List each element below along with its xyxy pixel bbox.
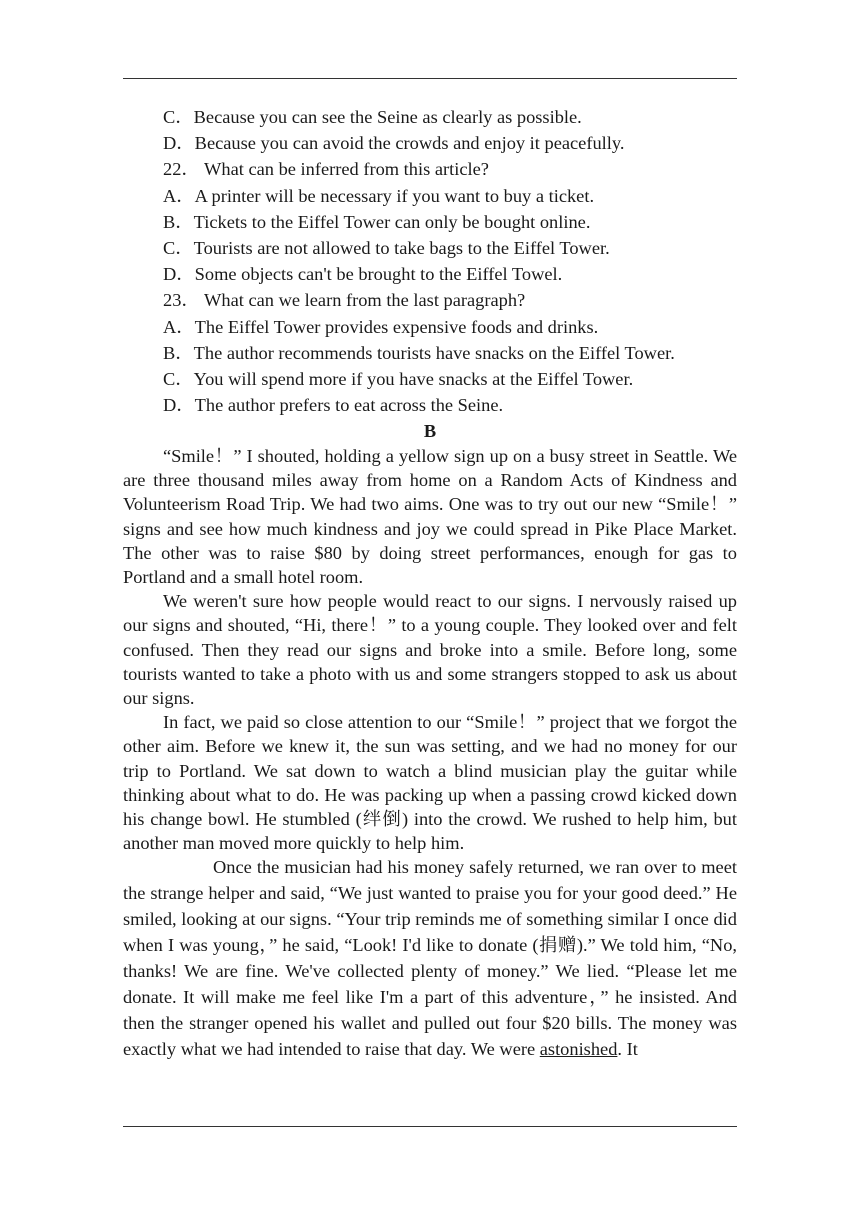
passage-paragraph-3: In fact, we paid so close attention to our “Smile！” project that we forgot the other aim. Before we knew it, the sun was setting, and we had no money for our trip to Portland. We sat down to watch a blind musician play the guitar while thinking about what to do. He was packing up when a passing crowd kicked down his change bowl. He stumbled (绊倒) into the crowd. We rushed to help him, but another man moved more quickly to help him. (123, 712, 737, 854)
passage-paragraph-2: We weren't sure how people would react to our signs. I nervously raised up our signs and shouted, “Hi, there！” to a young couple. They looked over and felt confused. Then they read our signs and broke into a smile. Before long, some tourists wanted to take a photo with us and some strangers stopped to ask us about our signs. (123, 591, 737, 709)
paragraph-4-trailing: . It (617, 1038, 638, 1059)
passage (123, 444, 737, 1063)
q22-option-d: D．Some objects can't be brought to the Eiffel Towel. (163, 264, 563, 285)
paragraph-4-text: Once the musician had his money safely returned, we ran over to meet the strange helper and said, “We just wanted to praise you for your good deed.” He smiled, looking at our signs. “Your trip reminds me of something similar I once did when I was young，” he said, “Look! I'd like to donate (捐赠).” We told him, “No, thanks! We are fine. We've collected plenty of money.” We lied. “Please let me donate. It will make me feel like I'm a part of this adventure，” he insisted. And then the stranger opened his wallet and pulled out four $20 bills. The money was exactly what we had intended to raise that day. We were (123, 857, 737, 1059)
q21-option-c: C．Because you can see the Seine as clearly as possible. (163, 107, 582, 127)
q22-option-a: A．A printer will be necessary if you want to buy a ticket. (163, 185, 595, 206)
underlined-word: astonished (539, 1038, 618, 1059)
section-heading: B (423, 421, 437, 441)
q23-option-b: B．The author recommends tourists have snacks on the Eiffel Tower. (163, 342, 675, 363)
q22-option-c: C．Tourists are not allowed to take bags to the Eiffel Tower. (163, 237, 610, 258)
footer-rule (123, 1126, 737, 1127)
q22-stem: 22． What can be inferred from this article? (163, 159, 489, 180)
q23-stem: 23． What can we learn from the last paragraph? (163, 290, 526, 311)
q22-option-b: B．Tickets to the Eiffel Tower can only be bought online. (163, 211, 591, 232)
q21-option-d: D．Because you can avoid the crowds and enjoy it peacefully. (163, 133, 625, 154)
passage-paragraph-4 (123, 855, 737, 1062)
question-block (163, 104, 763, 418)
q23-option-c: C．You will spend more if you have snacks at the Eiffel Tower. (163, 368, 634, 389)
header-rule (123, 78, 737, 79)
q23-option-a: A．The Eiffel Tower provides expensive foods and drinks. (163, 316, 599, 337)
q23-option-d: D．The author prefers to eat across the Seine. (163, 395, 504, 416)
passage-paragraph-1: “Smile！” I shouted, holding a yellow sign up on a busy street in Seattle. We are three thousand miles away from home on a Random Acts of Kindness and Volunteerism Road Trip. We had two aims. One was to try out our new “Smile！” signs and see how much kindness and joy we could spread in Pike Place Market. The other was to raise $80 by doing street performances, enough for gas to Portland and a small hotel room. (123, 446, 737, 588)
